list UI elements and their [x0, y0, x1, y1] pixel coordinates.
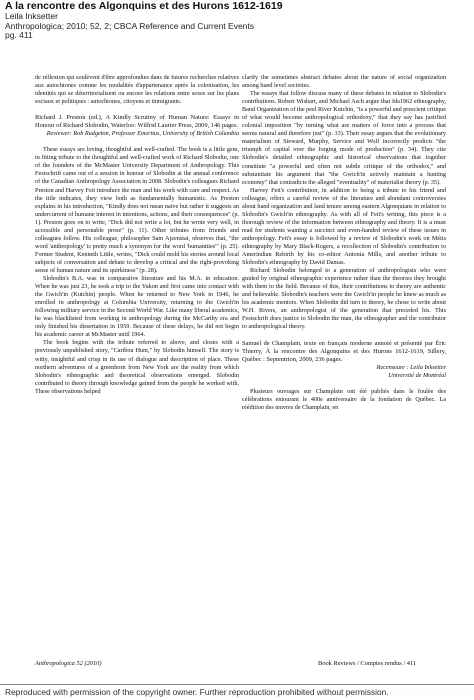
left-paragraph-3: Slobodin's B.A. was in comparative literature and his M.A. in education. When he was just 23, he took a trip to the Yukon and first came into contact with the Gwich'in (Kutchin) people. When he returned to New York in 1946, he enrolled in anthropology at Columbia University, returning to the Gwich'in following military service in the Second World War. Like many liberal academics, he was blacklisted from working in anthropology during the McCarthy era and only finished his dissertation in 1959. Because of these delays, he did not begin his academic career at McMaster until 1964. — [35, 275, 239, 339]
left-paragraph-1: de réflexion qui soulèvent d'être approfondies dans de futures recherches relatives aux autochtones comme les modalités d'appartenance après la colonisation, les identités qui se déterritorialisent ou encore les relations entre sexes sur les plans sociaux et politiques : autochtones, citoyens et immigrants. — [35, 74, 239, 106]
footer-section: Book Reviews / Comptes rendus / 411 — [318, 660, 417, 667]
document-page-number: pg. 411 — [5, 31, 33, 40]
right-paragraph-2: The essays that follow discuss many of these debates in relation to Slobodin's contributions. Robert Wishart, and Michael Asch argue that Ida1962 ethnography, Band Organization of the peel River Kutchin, "is a powerful and prescient critique of what would become anthropological orthodoxy," that they say has justified colonial imposition "by turning what are matters of force into a process that seems natural and therefore just" (p. 33). Their essay argues that the evolutionary materialism of Steward, Murphy, Service and Wolf incorrectly predicts "the triumph of capital over the forging mode of production" (p. 34). They cite Slobodin's detailed ethnographic and historical observations that together constitute "a powerful and often not subtle critique of the orthodox," and substantiate his argument that "the Gwich'in actively maintain a hunting economy" that contradicts the alleged "eventuality" of materialist theory (p. 35). — [242, 90, 446, 186]
reviewer-affiliation: Université de Montréal — [388, 371, 446, 379]
left-paragraph-4: The book begins with the tribute referred to above, and closes with a previously unpublished story, "Caribou Hunt," by Slobodin himself. The story is witty, insightful and crisp in its use of dialogue and description of place. These northern adventures of a greenhorn from New York are the reality from which Slobodin's ethnographic and theoretical observations emerged. Slobodin contributed to theory through knowledge gained from the people he worked with. These observations helped — [35, 339, 239, 395]
right-column — [242, 74, 446, 412]
reviewer-name: Recenseure : Leila Inksetter — [376, 363, 446, 371]
review-citation-heading-2: Samuel de Champlain, texte en français moderne annoté et présenté par Éric Thierry, À la rencontre des Algonquins et des Hurons 1612-1619, Sillery, Québec : Septentrion, 2009, 236 pages. — [242, 339, 446, 363]
document-header — [5, 1, 469, 41]
right-paragraph-3: Harvey Feit's contribution, in addition to being a tribute to his friend and colleague, offers a careful review of the literature and abundant controversies about band organization and land tenure among eastern Algonquians in relation to Slobodin's Gwich'in ethnography. As with all of Feit's writing, this piece is a thorough review of the information between ethnography and theory. It is a must read for students wanting a succinct and even-handed review of these issues in anthropology. Feit's essay is followed by a review of Slobodin's work on Métis ethnography by Mary Black-Rogers, a recollection of Slobodin's contribution to Amerindian Rebirth by his co-editor Antonia Mills, and another tribute to Slobodin's ethnography by David Damas. — [242, 186, 446, 267]
review-citation-heading: Richard J. Preston (ed.), A Kindly Scrutiny of Human Nature: Essays in Honour of Richard Slobodin, Waterloo: Wilfrid Laurier Press, 2009, 146 pages. — [35, 114, 239, 130]
copyright-notice: Reproduced with permission of the copyright owner. Further reproduction prohibited without permission. — [5, 687, 389, 697]
document-title: A la rencontre des Algonquins et des Hurons 1612-1619 — [5, 1, 283, 12]
right-paragraph-1: clarify the sometimes abstract debates about the nature of social organization among band level societies. — [242, 74, 446, 90]
copyright-bar — [0, 684, 474, 699]
left-column — [35, 74, 239, 396]
document-author: Leila Inksetter — [5, 12, 58, 21]
reviewer-signature: Reviewer: Rob Rudgeton, Professor Emeritus, University of British Columbia — [46, 130, 239, 138]
footer-journal: Anthropologica 52 (2010) — [35, 660, 102, 667]
right-paragraph-4: Richard Slobodin belonged to a generation of anthropologists who were guided by original ethnographic experience rather than the theories they brought with them to the field. Because of this, their contributions to theory are authentic and believable. Slobodin's teachers were the Gwich'in people he knew as much as his academic mentors. When Slobodin did turn to theory, he chose to write about W.H. Rivers, an anthropologist of the generation that preceded his. This Festschrift does justice to Slobodin the man, the ethnographer and the contributor to anthropological theory. — [242, 267, 446, 331]
right-paragraph-5: Plusieurs ouvrages sur Champlain ont été publiés dans le foulée des célébrations entourant le 400e anniversaire de la fondation de Québec. La réédition des œuvres de Champlain, en — [242, 387, 446, 411]
left-paragraph-2: These essays are loving, thoughtful and well-crafted. The book is a little gem, in fitting tribute to the thoughtful and well-crafted work of Richard Slobodin, one of the founders of the McMaster University Department of Anthropology. This Festschrift came out of a session in honour of Slobodin at the annual conference of the Canadian Anthropology Association in 2008. Slobodin's colleagues Richard Preston and Harvey Feit introduce the man and his work with care and respect. As the title indicates, they view both as fundamentally humanistic. As Preston explains in his introduction, "Kindly does not mean naive but rather it suggests an undercurrent of humane interest in intentions, actions, and their consequences" (p. 1). Preston goes on to write, "Dick did not write a lot, but he wrote very well, in accessible and personable prose" (p. 11). Other tributes from friends and colleagues follow. His colleague, philosopher Sam Ajzenstat, observes that, "the word 'anthropology' is pretty much a synonym for the word 'humanities'" (p. 25). Former Student, Kenneth Little, writes, "Dick could mold his stories around local subjects of conversation and debate to develop a critical and the right-provoking sense of human nature and its quirkiness" (p. 28). — [35, 146, 239, 274]
document-citation: Anthropologica; 2010; 52, 2; CBCA Reference and Current Events — [5, 21, 255, 31]
